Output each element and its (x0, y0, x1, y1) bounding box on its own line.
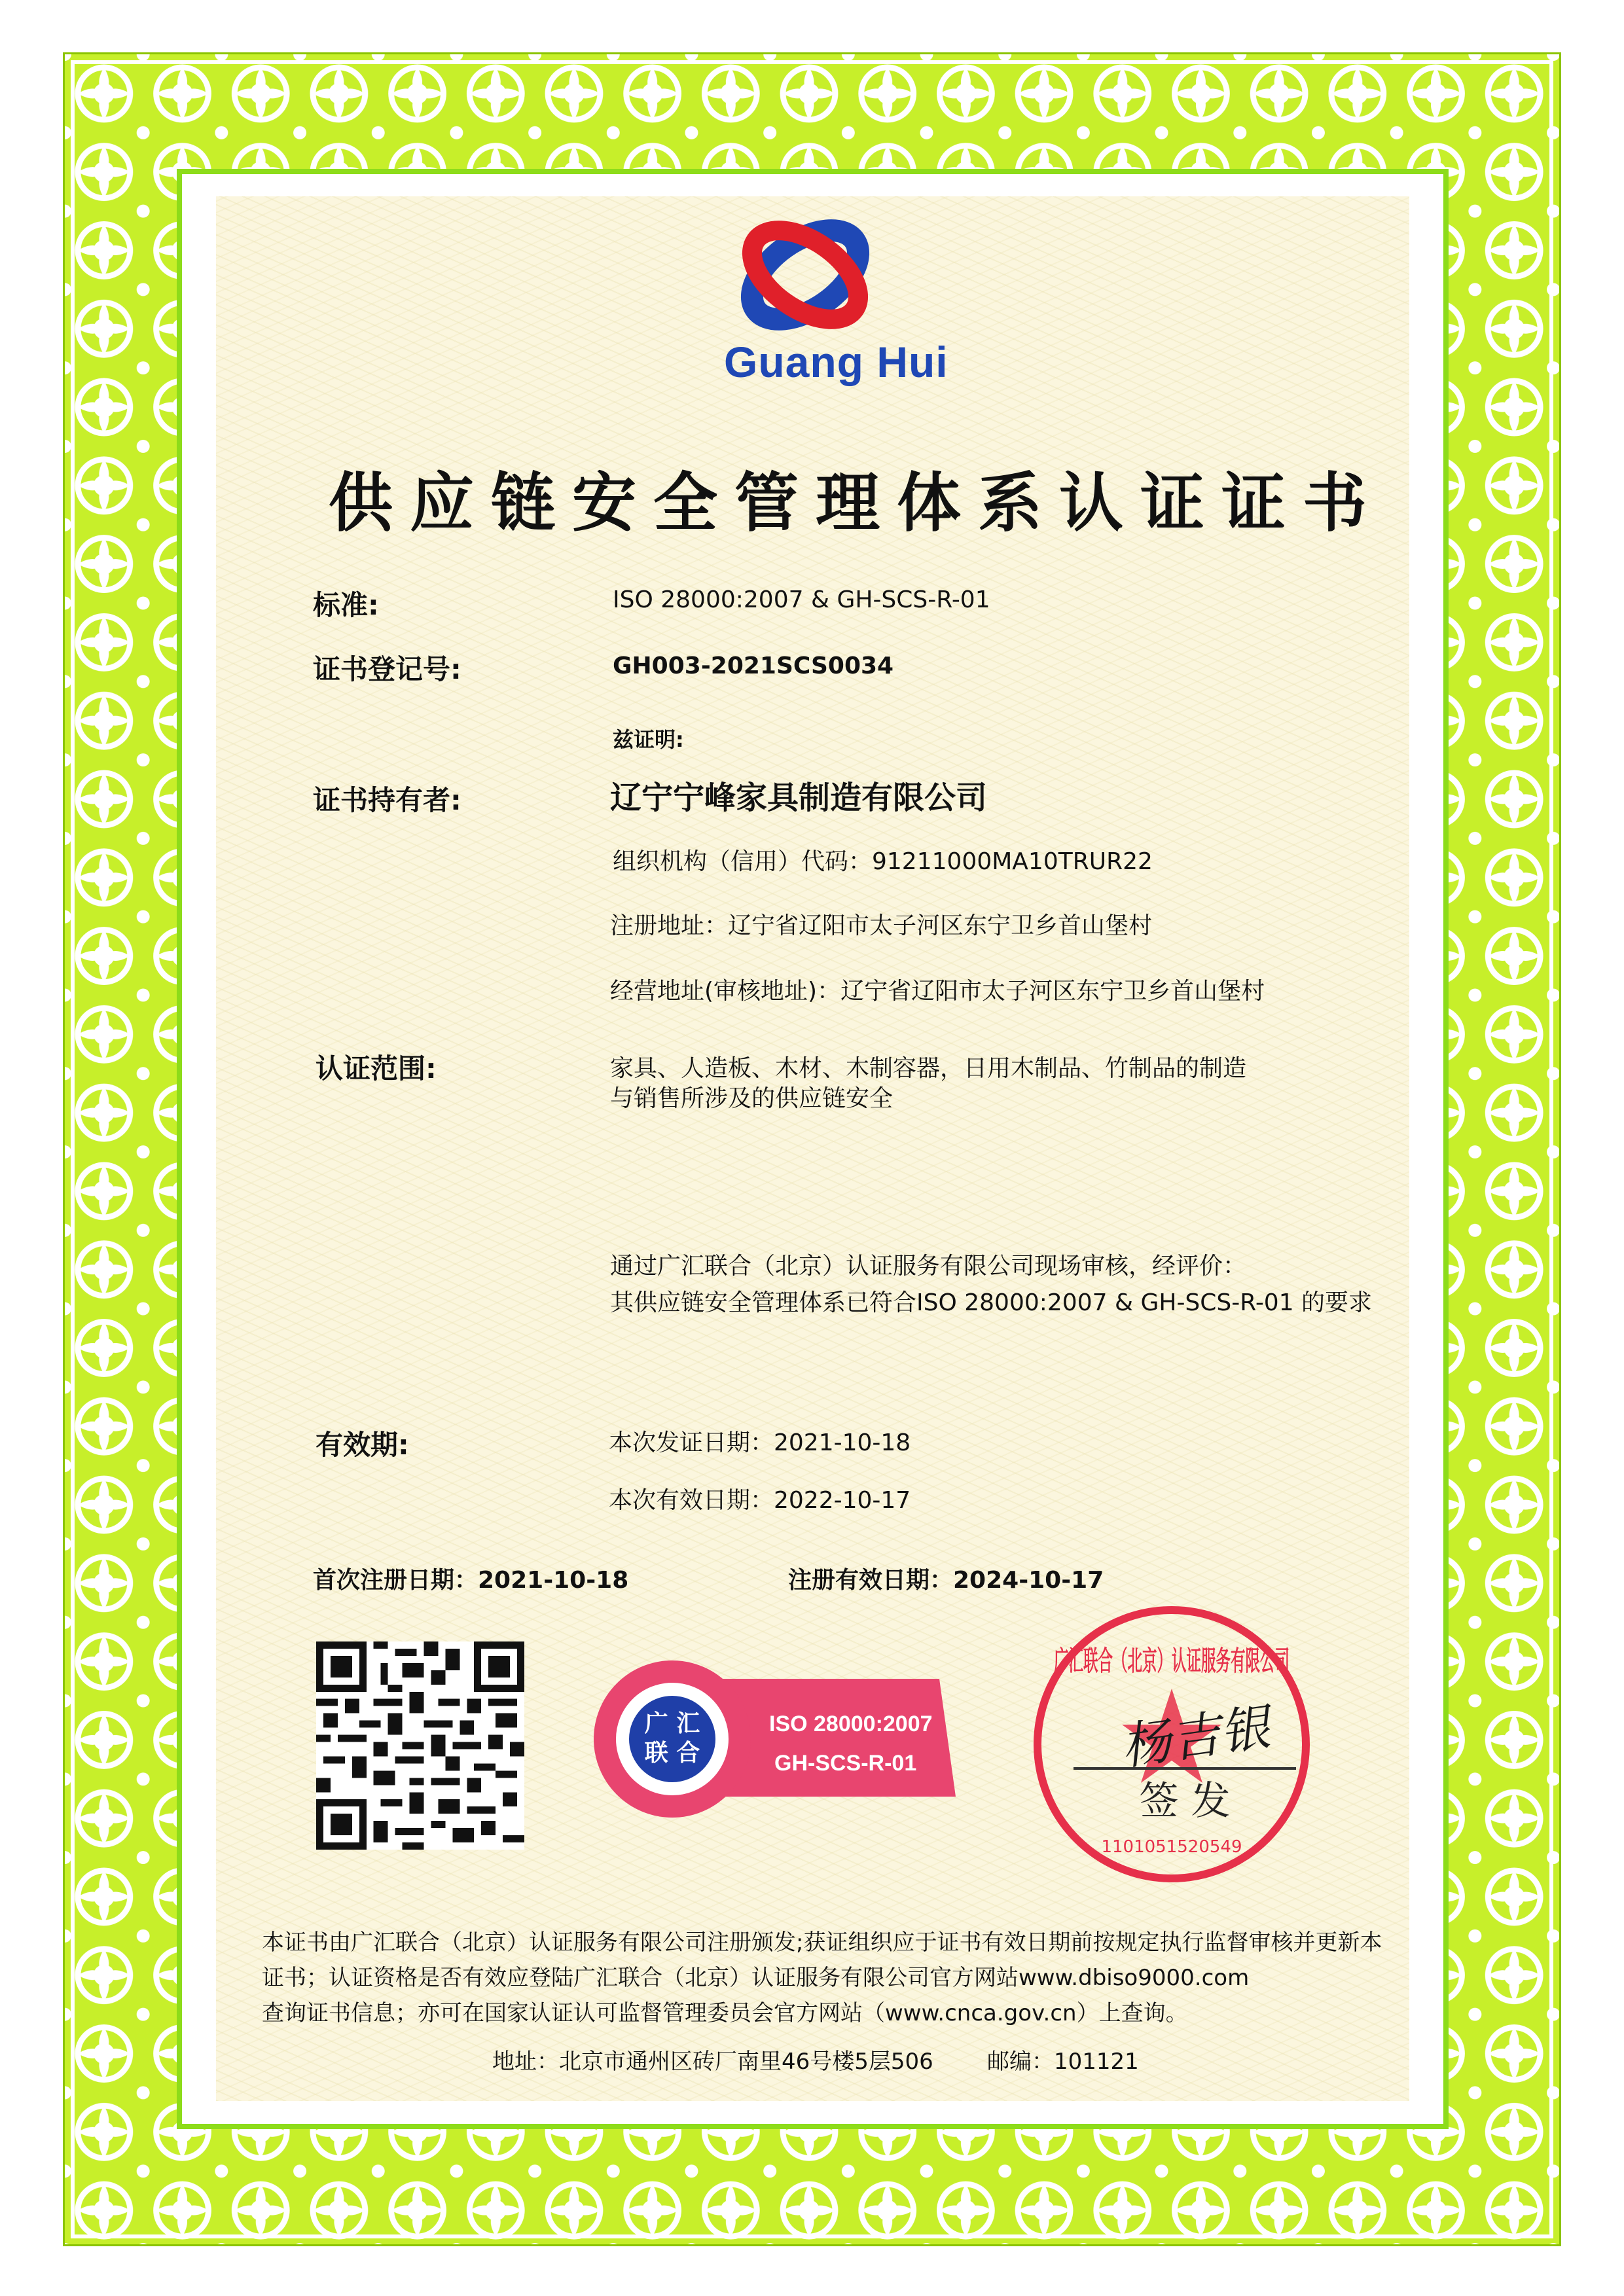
expiry-date: 本次有效日期：2022-10-17 (609, 1487, 911, 1514)
logo-text: Guang Hui (724, 338, 948, 386)
first-registration-date: 首次注册日期：2021-10-18 (313, 1567, 629, 1594)
registration-valid-date: 注册有效日期：2024-10-17 (788, 1567, 1104, 1594)
seal-arc-text: 广汇联合（北京）认证服务有限公司 (1054, 1645, 1290, 1677)
standard-label: 标准: (313, 589, 379, 621)
footer-line-1: 本证书由广汇联合（北京）认证服务有限公司注册颁发;获证组织应于证书有效日期前按规定执行监督审核并更新本 (262, 1929, 1382, 1956)
certificate-title: 供应链安全管理体系认证证书 (329, 466, 1384, 541)
accreditation-badge (599, 1666, 965, 1813)
registered-address: 注册地址：辽宁省辽阳市太子河区东宁卫乡首山堡村 (610, 912, 1153, 939)
hereby-text: 兹证明: (613, 727, 684, 752)
operating-address: 经营地址(审核地址)：辽宁省辽阳市太子河区东宁卫乡首山堡村 (610, 978, 1265, 1005)
holder-name: 辽宁宁峰家具制造有限公司 (610, 780, 988, 816)
certificate-no-label: 证书登记号: (313, 653, 461, 685)
footer-address: 地址：北京市通州区砖厂南里46号楼5层506 (492, 2049, 933, 2075)
signature: 杨吉银 (1117, 1697, 1274, 1776)
certificate-no-value: GH003-2021SCS0034 (613, 653, 894, 679)
holder-label: 证书持有者: (313, 784, 461, 816)
badge-center-line-2: 联 合 (644, 1740, 700, 1767)
guanghui-logo-icon (730, 213, 880, 337)
standard-value: ISO 28000:2007 & GH-SCS-R-01 (613, 586, 990, 613)
statement-line-2: 其供应链安全管理体系已符合ISO 28000:2007 & GH-SCS-R-01 的要求 (610, 1289, 1373, 1316)
seal-number: 1101051520549 (1101, 1837, 1242, 1857)
badge-ribbon-line-1: ISO 28000:2007 (769, 1712, 933, 1736)
issue-date: 本次发证日期：2021-10-18 (609, 1429, 911, 1456)
org-code: 组织机构（信用）代码：91211000MA10TRUR22 (613, 848, 1153, 875)
signed-label: 签 发 (1139, 1778, 1231, 1824)
company-seal (1021, 1597, 1348, 1892)
footer-postcode: 邮编：101121 (987, 2049, 1139, 2075)
scope-line-1: 家具、人造板、木材、木制容器，日用木制品、竹制品的制造 (610, 1055, 1247, 1082)
badge-center-line-1: 广 汇 (644, 1710, 700, 1737)
footer-line-2: 证书；认证资格是否有效应登陆广汇联合（北京）认证服务有限公司官方网站www.dbiso9000.com (262, 1965, 1250, 1991)
footer-line-3: 查询证书信息；亦可在国家认证认可监督管理委员会官方网站（www.cnca.gov.cn）上查询。 (262, 2000, 1188, 2026)
statement-line-1: 通过广汇联合（北京）认证服务有限公司现场审核，经评价： (610, 1253, 1247, 1280)
badge-ribbon-line-2: GH-SCS-R-01 (774, 1751, 917, 1776)
scope-line-2: 与销售所涉及的供应链安全 (610, 1085, 893, 1112)
validity-label: 有效期: (316, 1429, 409, 1461)
qr-code[interactable] (316, 1641, 524, 1850)
scope-label: 认证范围: (316, 1052, 437, 1085)
